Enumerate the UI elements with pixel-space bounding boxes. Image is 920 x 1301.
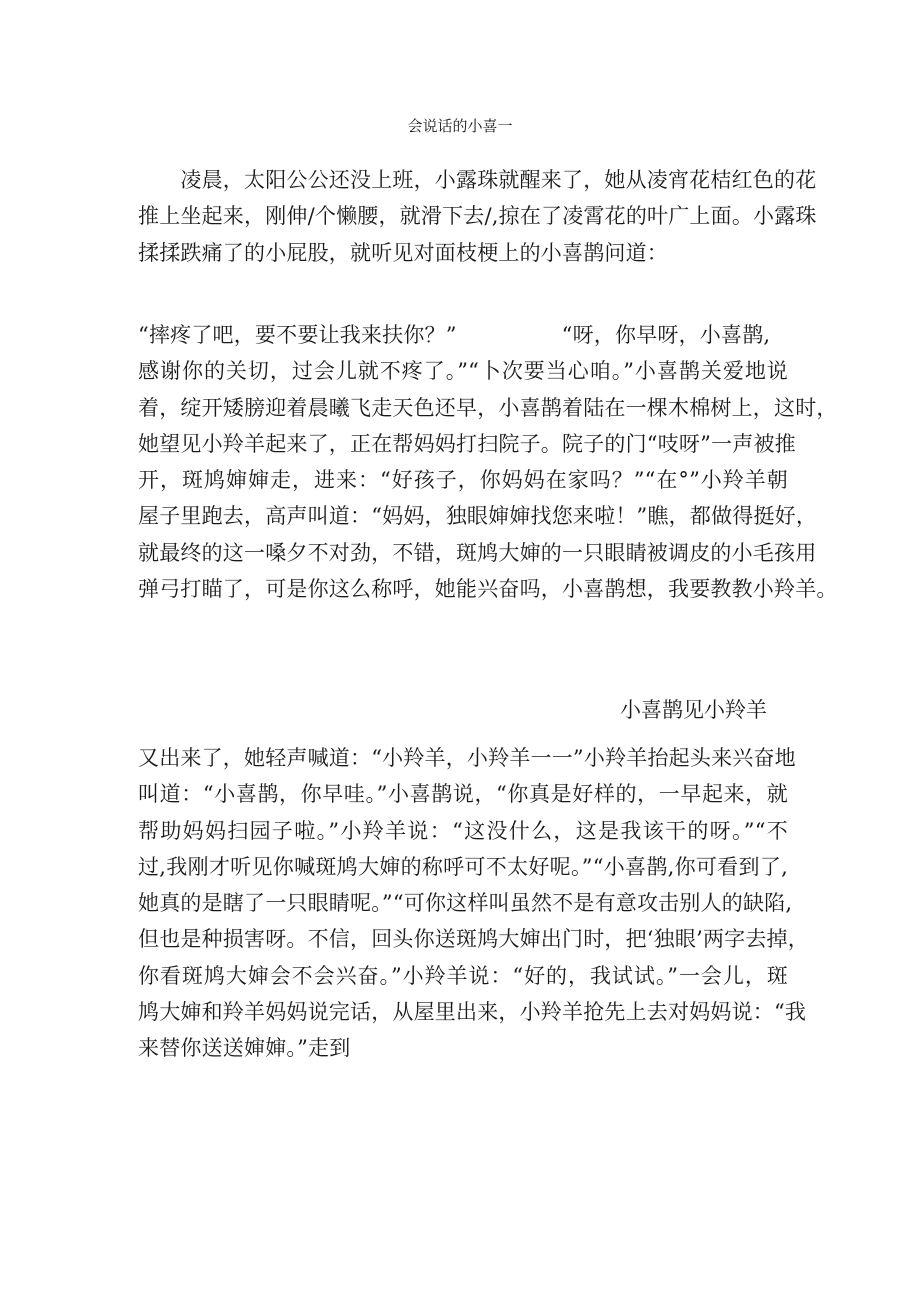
paragraph-1 [138,162,817,271]
text-line: 来替你送送婶婶。”走到 [138,1036,351,1061]
text-line: 鸠大婶和羚羊妈妈说完话，从屋里出来，小羚羊抢先上去对妈妈说：“我 [138,1000,807,1025]
paragraph-2 [138,317,838,607]
text-line: 凌晨，太阳公公还没上班，小露珠就醒来了，她从凌宵花桔红色的花 [138,168,817,192]
text-line: 弹弓打瞄了，可是你这么称呼，她能兴奋吗，小喜鹊想，我要教教小羚羊。 [138,577,838,602]
text-line: 揉揉跌痛了的小屁股，就听见对面枝梗上的小喜鹊问道： [138,240,668,265]
text-line: 过,我刚才听见你喊斑鸠大婶的称呼可不太好呢。”“小喜鹊,你可看到了, [138,854,788,879]
text-line: 你看斑鸠大婶会不会兴奋。”小羚羊说：“好的，我试试。”一会儿，斑 [138,963,788,988]
text-line: 感谢你的关切，过会儿就不疼了。”“卜次要当心咱。”小喜鹊关爱地说 [138,359,788,384]
text-line: 但也是种损害呀。不信，回头你送斑鸠大婶出门时，把‘独眼’两字去掉， [138,927,809,952]
text-line: 她望见小羚羊起来了，正在帮妈妈打扫院子。院子的门“吱呀”一声被推 [138,431,796,456]
text-line: 屋子里跑去，高声叫道：“妈妈，独眼婶婶找您来啦！”瞧，都做得挺好， [138,504,818,529]
text-line: 又出来了，她轻声喊道：“小羚羊，小羚羊一一”小羚羊抬起头来兴奋地 [138,746,796,770]
text-segment-a: “摔疼了吧，要不要让我来扶你？” [138,323,457,347]
text-line: 着，绽开矮膀迎着晨曦飞走天色还早，小喜鹊着陆在一棵木棉树上，这时， [138,395,838,420]
text-line: 她真的是瞎了一只眼睛呢。”“可你这样叫虽然不是有意攻击别人的缺陷, [138,891,793,916]
subline-text: 小喜鹊见小羚羊 [620,698,767,722]
text-segment-b: “呀，你早呀，小喜鹊, [561,323,771,347]
text-line: 推上坐起来，刚伸/个懒腰，就滑下去/,掠在了凌霄花的叶广上面。小露珠 [138,204,817,229]
text-line-first [138,317,788,353]
text-line: 就最终的这一嗓夕不对劲，不错，斑鸠大婶的一只眼睛被调皮的小毛孩用 [138,540,817,565]
text-line: 叫道：“小喜鹊，你早哇。”小喜鹊说，“你真是好样的，一早起来，就 [138,782,788,807]
text-line: 开，斑鸠婶婶走，进来：“好孩子，你妈妈在家吗？”“在°”小羚羊朝 [138,468,788,493]
document-title: 会说话的小喜一 [407,117,513,135]
text-line: 帮助妈妈扫园子啦。”小羚羊说：“这没什么，这是我该干的呀。”“不 [138,818,788,843]
paragraph-3 [138,740,809,1067]
